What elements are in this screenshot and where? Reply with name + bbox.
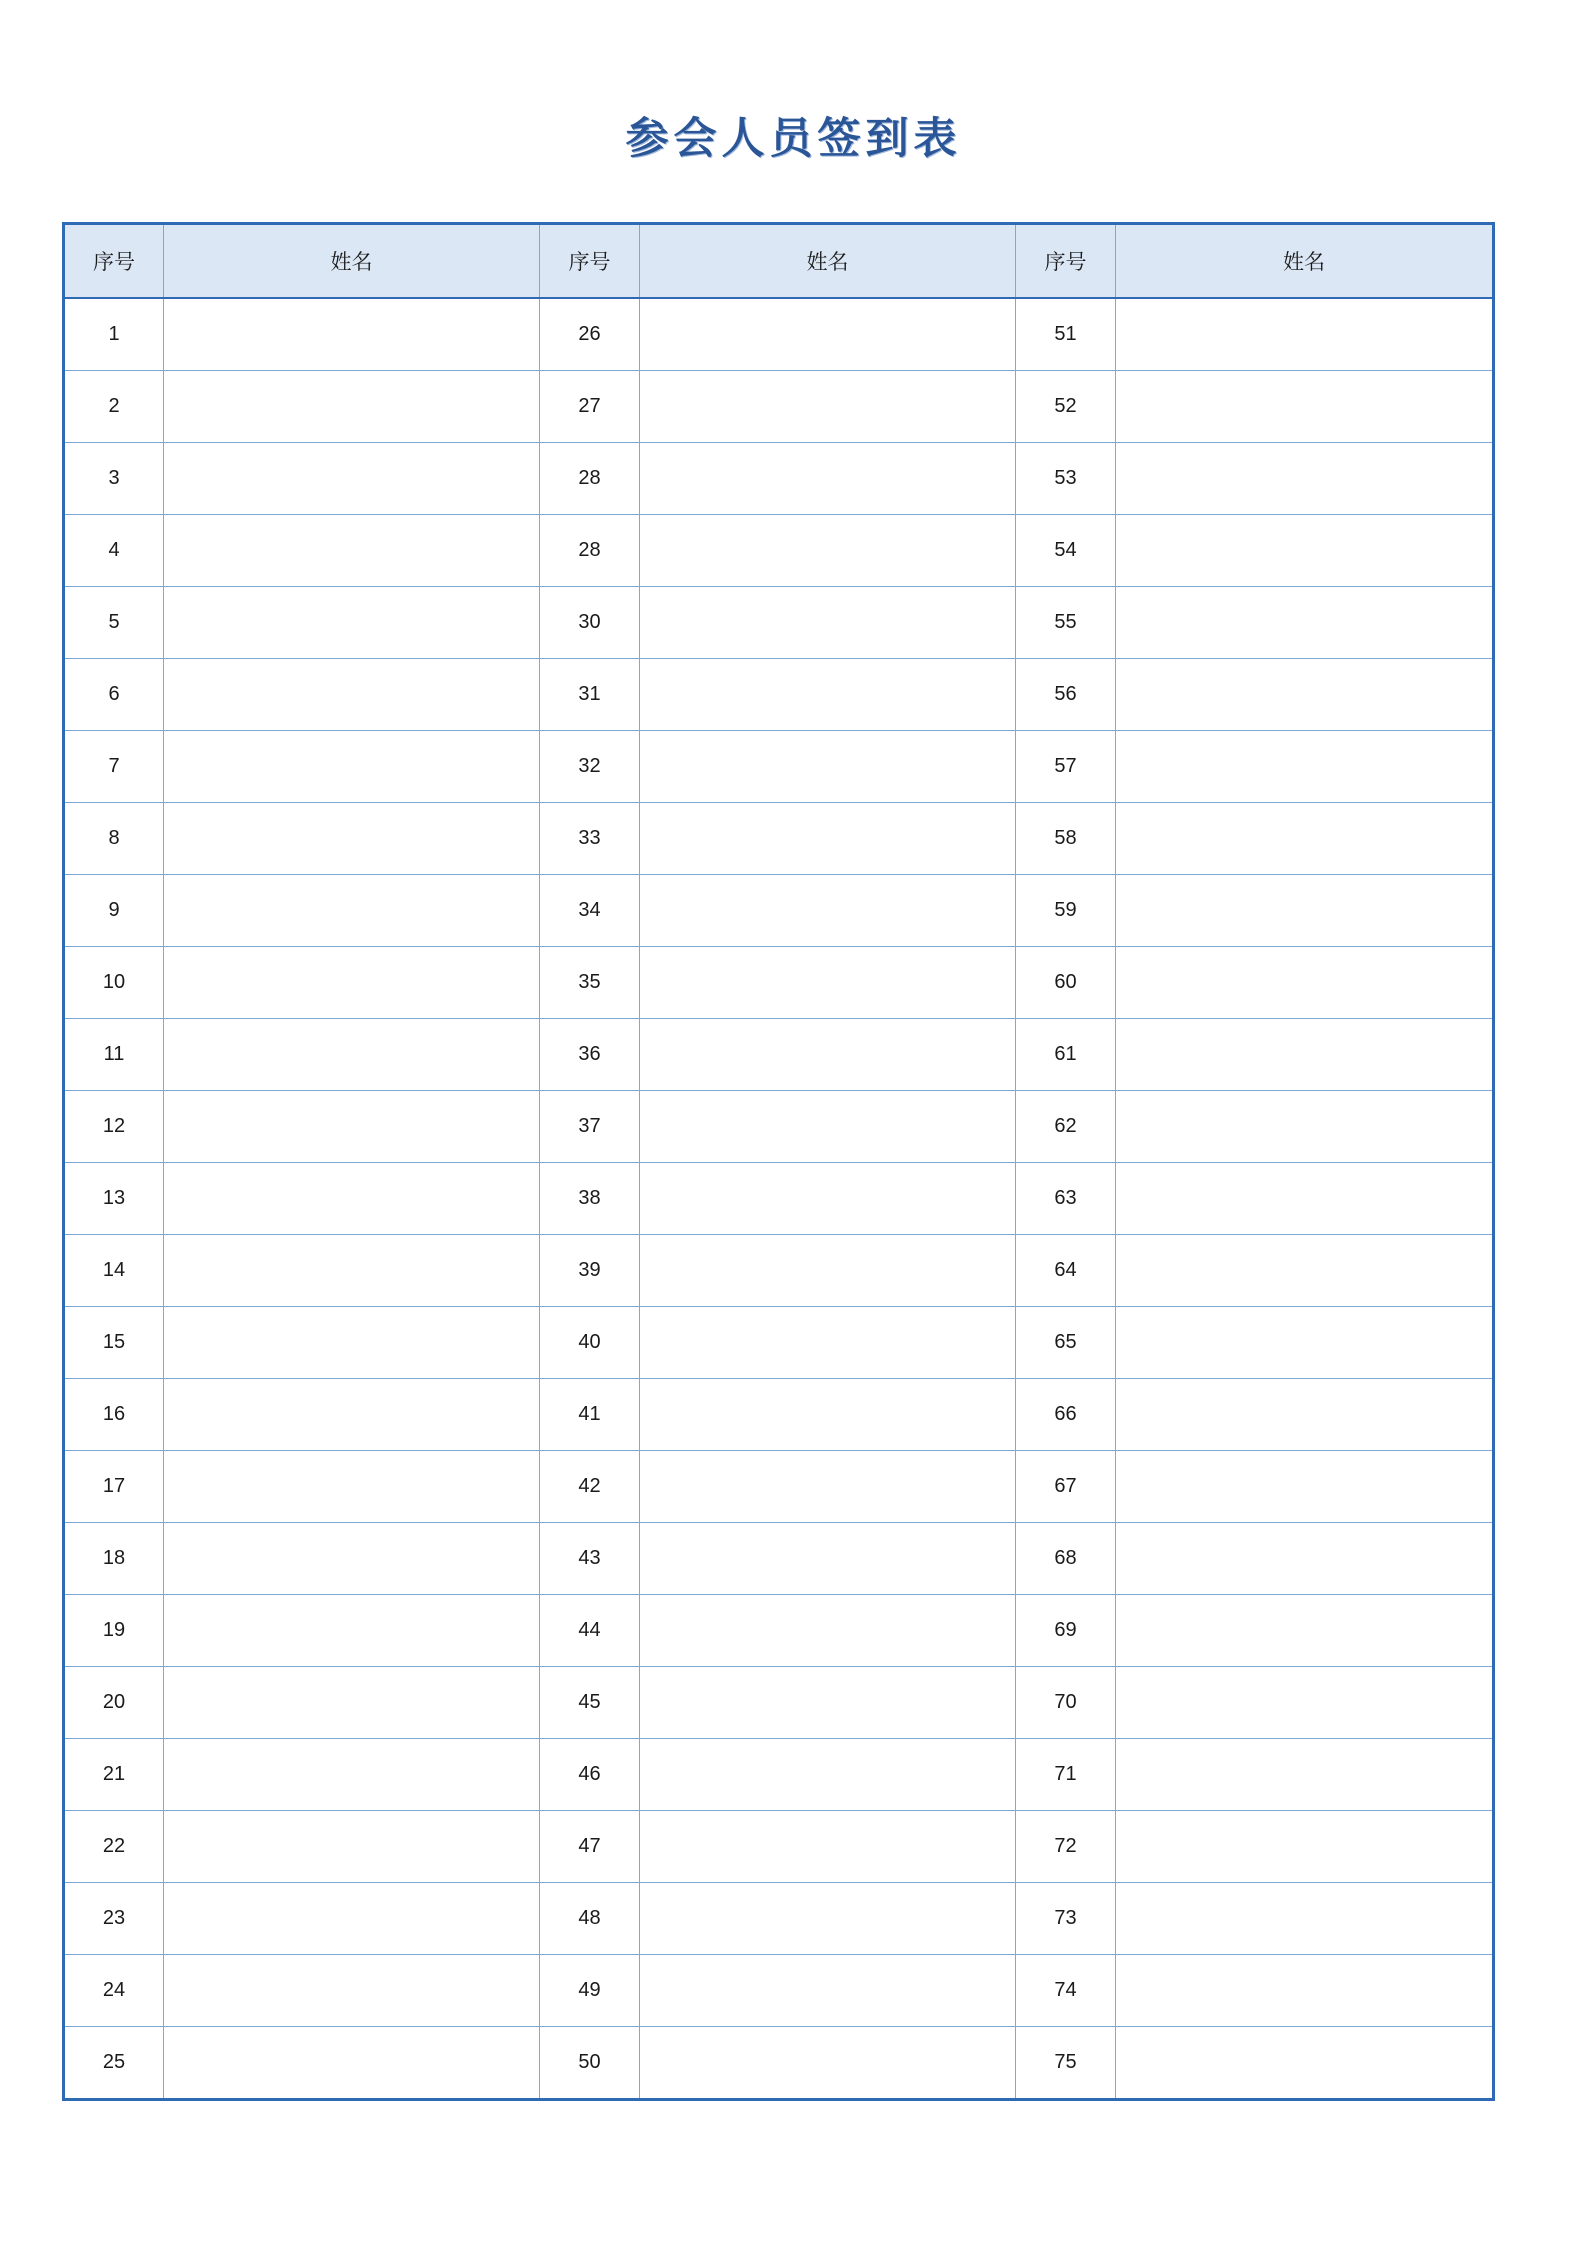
name-entry-cell[interactable] bbox=[1116, 1091, 1494, 1163]
name-entry-cell[interactable] bbox=[164, 1811, 540, 1883]
sequence-number-cell: 53 bbox=[1016, 443, 1116, 515]
sequence-number-cell: 15 bbox=[64, 1307, 164, 1379]
name-entry-cell[interactable] bbox=[640, 515, 1016, 587]
table-row bbox=[64, 1163, 1494, 1235]
name-entry-cell[interactable] bbox=[640, 1811, 1016, 1883]
table-row bbox=[64, 1523, 1494, 1595]
sequence-number-cell: 44 bbox=[540, 1595, 640, 1667]
sequence-number-cell: 52 bbox=[1016, 371, 1116, 443]
sequence-number-cell: 63 bbox=[1016, 1163, 1116, 1235]
sequence-number-cell: 30 bbox=[540, 587, 640, 659]
name-entry-cell[interactable] bbox=[164, 1307, 540, 1379]
sequence-number-cell: 54 bbox=[1016, 515, 1116, 587]
name-entry-cell[interactable] bbox=[1116, 515, 1494, 587]
name-entry-cell[interactable] bbox=[164, 1739, 540, 1811]
name-entry-cell[interactable] bbox=[164, 1667, 540, 1739]
sequence-number-cell: 8 bbox=[64, 803, 164, 875]
sequence-number-cell: 20 bbox=[64, 1667, 164, 1739]
sequence-number-cell: 38 bbox=[540, 1163, 640, 1235]
name-entry-cell[interactable] bbox=[1116, 803, 1494, 875]
table-row bbox=[64, 803, 1494, 875]
sequence-number-cell: 12 bbox=[64, 1091, 164, 1163]
sequence-number-cell: 70 bbox=[1016, 1667, 1116, 1739]
name-entry-cell[interactable] bbox=[1116, 875, 1494, 947]
table-row bbox=[64, 1235, 1494, 1307]
table-row bbox=[64, 731, 1494, 803]
table-row bbox=[64, 515, 1494, 587]
sequence-number-cell: 49 bbox=[540, 1955, 640, 2027]
name-entry-cell[interactable] bbox=[164, 803, 540, 875]
sequence-number-cell: 56 bbox=[1016, 659, 1116, 731]
table-header-row bbox=[64, 224, 1494, 299]
name-entry-cell[interactable] bbox=[640, 1235, 1016, 1307]
sequence-number-cell: 74 bbox=[1016, 1955, 1116, 2027]
column-header-seq-2: 序号 bbox=[540, 224, 640, 299]
name-entry-cell[interactable] bbox=[164, 1955, 540, 2027]
sequence-number-cell: 61 bbox=[1016, 1019, 1116, 1091]
sequence-number-cell: 21 bbox=[64, 1739, 164, 1811]
sequence-number-cell: 35 bbox=[540, 947, 640, 1019]
name-entry-cell[interactable] bbox=[1116, 1451, 1494, 1523]
name-entry-cell[interactable] bbox=[1116, 2027, 1494, 2100]
column-header-name-1: 姓名 bbox=[164, 224, 540, 299]
sequence-number-cell: 10 bbox=[64, 947, 164, 1019]
sequence-number-cell: 48 bbox=[540, 1883, 640, 1955]
name-entry-cell[interactable] bbox=[640, 803, 1016, 875]
table-row bbox=[64, 1451, 1494, 1523]
sequence-number-cell: 32 bbox=[540, 731, 640, 803]
name-entry-cell[interactable] bbox=[1116, 1523, 1494, 1595]
sequence-number-cell: 28 bbox=[540, 443, 640, 515]
sequence-number-cell: 39 bbox=[540, 1235, 640, 1307]
sequence-number-cell: 4 bbox=[64, 515, 164, 587]
name-entry-cell[interactable] bbox=[1116, 443, 1494, 515]
sequence-number-cell: 31 bbox=[540, 659, 640, 731]
name-entry-cell[interactable] bbox=[1116, 1379, 1494, 1451]
sequence-number-cell: 65 bbox=[1016, 1307, 1116, 1379]
name-entry-cell[interactable] bbox=[1116, 659, 1494, 731]
table-row bbox=[64, 1883, 1494, 1955]
name-entry-cell[interactable] bbox=[1116, 1739, 1494, 1811]
sequence-number-cell: 5 bbox=[64, 587, 164, 659]
sequence-number-cell: 50 bbox=[540, 2027, 640, 2100]
table-row bbox=[64, 443, 1494, 515]
name-entry-cell[interactable] bbox=[1116, 947, 1494, 1019]
sequence-number-cell: 43 bbox=[540, 1523, 640, 1595]
sequence-number-cell: 3 bbox=[64, 443, 164, 515]
table-row bbox=[64, 1019, 1494, 1091]
name-entry-cell[interactable] bbox=[1116, 1019, 1494, 1091]
sequence-number-cell: 24 bbox=[64, 1955, 164, 2027]
name-entry-cell[interactable] bbox=[164, 731, 540, 803]
sequence-number-cell: 33 bbox=[540, 803, 640, 875]
sequence-number-cell: 57 bbox=[1016, 731, 1116, 803]
table-row bbox=[64, 1307, 1494, 1379]
name-entry-cell[interactable] bbox=[164, 659, 540, 731]
sequence-number-cell: 69 bbox=[1016, 1595, 1116, 1667]
sequence-number-cell: 73 bbox=[1016, 1883, 1116, 1955]
name-entry-cell[interactable] bbox=[1116, 587, 1494, 659]
table-row bbox=[64, 371, 1494, 443]
name-entry-cell[interactable] bbox=[164, 1883, 540, 1955]
name-entry-cell[interactable] bbox=[640, 1523, 1016, 1595]
sequence-number-cell: 45 bbox=[540, 1667, 640, 1739]
name-entry-cell[interactable] bbox=[640, 1451, 1016, 1523]
name-entry-cell[interactable] bbox=[640, 1739, 1016, 1811]
sequence-number-cell: 13 bbox=[64, 1163, 164, 1235]
signin-table bbox=[62, 222, 1495, 2101]
table-row bbox=[64, 1667, 1494, 1739]
sequence-number-cell: 28 bbox=[540, 515, 640, 587]
name-entry-cell[interactable] bbox=[640, 1595, 1016, 1667]
table-row bbox=[64, 298, 1494, 371]
name-entry-cell[interactable] bbox=[164, 1379, 540, 1451]
sequence-number-cell: 60 bbox=[1016, 947, 1116, 1019]
name-entry-cell[interactable] bbox=[164, 443, 540, 515]
sequence-number-cell: 68 bbox=[1016, 1523, 1116, 1595]
table-row bbox=[64, 1739, 1494, 1811]
name-entry-cell[interactable] bbox=[640, 443, 1016, 515]
name-entry-cell[interactable] bbox=[164, 1595, 540, 1667]
name-entry-cell[interactable] bbox=[1116, 1811, 1494, 1883]
name-entry-cell[interactable] bbox=[640, 1883, 1016, 1955]
name-entry-cell[interactable] bbox=[164, 371, 540, 443]
column-header-name-2: 姓名 bbox=[640, 224, 1016, 299]
column-header-seq-1: 序号 bbox=[64, 224, 164, 299]
name-entry-cell[interactable] bbox=[164, 1235, 540, 1307]
sequence-number-cell: 18 bbox=[64, 1523, 164, 1595]
sequence-number-cell: 9 bbox=[64, 875, 164, 947]
sequence-number-cell: 26 bbox=[540, 298, 640, 371]
sequence-number-cell: 23 bbox=[64, 1883, 164, 1955]
name-entry-cell[interactable] bbox=[1116, 298, 1494, 371]
name-entry-cell[interactable] bbox=[1116, 1235, 1494, 1307]
table-row bbox=[64, 1379, 1494, 1451]
sequence-number-cell: 58 bbox=[1016, 803, 1116, 875]
table-row bbox=[64, 1091, 1494, 1163]
sequence-number-cell: 62 bbox=[1016, 1091, 1116, 1163]
name-entry-cell[interactable] bbox=[640, 2027, 1016, 2100]
name-entry-cell[interactable] bbox=[164, 875, 540, 947]
name-entry-cell[interactable] bbox=[1116, 1883, 1494, 1955]
name-entry-cell[interactable] bbox=[164, 1019, 540, 1091]
sequence-number-cell: 22 bbox=[64, 1811, 164, 1883]
table-body bbox=[64, 298, 1494, 2100]
name-entry-cell[interactable] bbox=[640, 731, 1016, 803]
name-entry-cell[interactable] bbox=[640, 298, 1016, 371]
sequence-number-cell: 42 bbox=[540, 1451, 640, 1523]
name-entry-cell[interactable] bbox=[1116, 731, 1494, 803]
table-row bbox=[64, 2027, 1494, 2100]
name-entry-cell[interactable] bbox=[640, 1955, 1016, 2027]
sequence-number-cell: 41 bbox=[540, 1379, 640, 1451]
sequence-number-cell: 2 bbox=[64, 371, 164, 443]
sequence-number-cell: 75 bbox=[1016, 2027, 1116, 2100]
sequence-number-cell: 64 bbox=[1016, 1235, 1116, 1307]
table-row bbox=[64, 587, 1494, 659]
sequence-number-cell: 66 bbox=[1016, 1379, 1116, 1451]
name-entry-cell[interactable] bbox=[164, 2027, 540, 2100]
page-title: 参会人员签到表 bbox=[625, 114, 962, 164]
sequence-number-cell: 11 bbox=[64, 1019, 164, 1091]
name-entry-cell[interactable] bbox=[164, 1091, 540, 1163]
name-entry-cell[interactable] bbox=[164, 515, 540, 587]
name-entry-cell[interactable] bbox=[1116, 1955, 1494, 2027]
sequence-number-cell: 71 bbox=[1016, 1739, 1116, 1811]
table-row bbox=[64, 947, 1494, 1019]
sequence-number-cell: 27 bbox=[540, 371, 640, 443]
name-entry-cell[interactable] bbox=[1116, 1595, 1494, 1667]
table-row bbox=[64, 875, 1494, 947]
name-entry-cell[interactable] bbox=[164, 947, 540, 1019]
name-entry-cell[interactable] bbox=[640, 1019, 1016, 1091]
sequence-number-cell: 14 bbox=[64, 1235, 164, 1307]
sequence-number-cell: 16 bbox=[64, 1379, 164, 1451]
sequence-number-cell: 72 bbox=[1016, 1811, 1116, 1883]
table-row bbox=[64, 1811, 1494, 1883]
name-entry-cell[interactable] bbox=[640, 659, 1016, 731]
name-entry-cell[interactable] bbox=[640, 1667, 1016, 1739]
name-entry-cell[interactable] bbox=[164, 1163, 540, 1235]
name-entry-cell[interactable] bbox=[640, 1307, 1016, 1379]
sequence-number-cell: 37 bbox=[540, 1091, 640, 1163]
name-entry-cell[interactable] bbox=[640, 947, 1016, 1019]
sequence-number-cell: 51 bbox=[1016, 298, 1116, 371]
name-entry-cell[interactable] bbox=[1116, 1163, 1494, 1235]
table-row bbox=[64, 1955, 1494, 2027]
signin-table-container bbox=[62, 222, 1492, 2101]
table-row bbox=[64, 1595, 1494, 1667]
name-entry-cell[interactable] bbox=[640, 371, 1016, 443]
name-entry-cell[interactable] bbox=[1116, 1667, 1494, 1739]
sequence-number-cell: 7 bbox=[64, 731, 164, 803]
sequence-number-cell: 17 bbox=[64, 1451, 164, 1523]
sequence-number-cell: 6 bbox=[64, 659, 164, 731]
sequence-number-cell: 55 bbox=[1016, 587, 1116, 659]
name-entry-cell[interactable] bbox=[640, 1379, 1016, 1451]
name-entry-cell[interactable] bbox=[1116, 1307, 1494, 1379]
sequence-number-cell: 1 bbox=[64, 298, 164, 371]
name-entry-cell[interactable] bbox=[640, 875, 1016, 947]
name-entry-cell[interactable] bbox=[640, 587, 1016, 659]
sequence-number-cell: 34 bbox=[540, 875, 640, 947]
column-header-seq-3: 序号 bbox=[1016, 224, 1116, 299]
sequence-number-cell: 59 bbox=[1016, 875, 1116, 947]
name-entry-cell[interactable] bbox=[1116, 371, 1494, 443]
sequence-number-cell: 25 bbox=[64, 2027, 164, 2100]
name-entry-cell[interactable] bbox=[640, 1091, 1016, 1163]
sequence-number-cell: 40 bbox=[540, 1307, 640, 1379]
sequence-number-cell: 19 bbox=[64, 1595, 164, 1667]
sequence-number-cell: 36 bbox=[540, 1019, 640, 1091]
sequence-number-cell: 47 bbox=[540, 1811, 640, 1883]
sequence-number-cell: 46 bbox=[540, 1739, 640, 1811]
name-entry-cell[interactable] bbox=[164, 1523, 540, 1595]
column-header-name-3: 姓名 bbox=[1116, 224, 1494, 299]
table-row bbox=[64, 659, 1494, 731]
name-entry-cell[interactable] bbox=[164, 1451, 540, 1523]
name-entry-cell[interactable] bbox=[164, 587, 540, 659]
sequence-number-cell: 67 bbox=[1016, 1451, 1116, 1523]
name-entry-cell[interactable] bbox=[640, 1163, 1016, 1235]
name-entry-cell[interactable] bbox=[164, 298, 540, 371]
